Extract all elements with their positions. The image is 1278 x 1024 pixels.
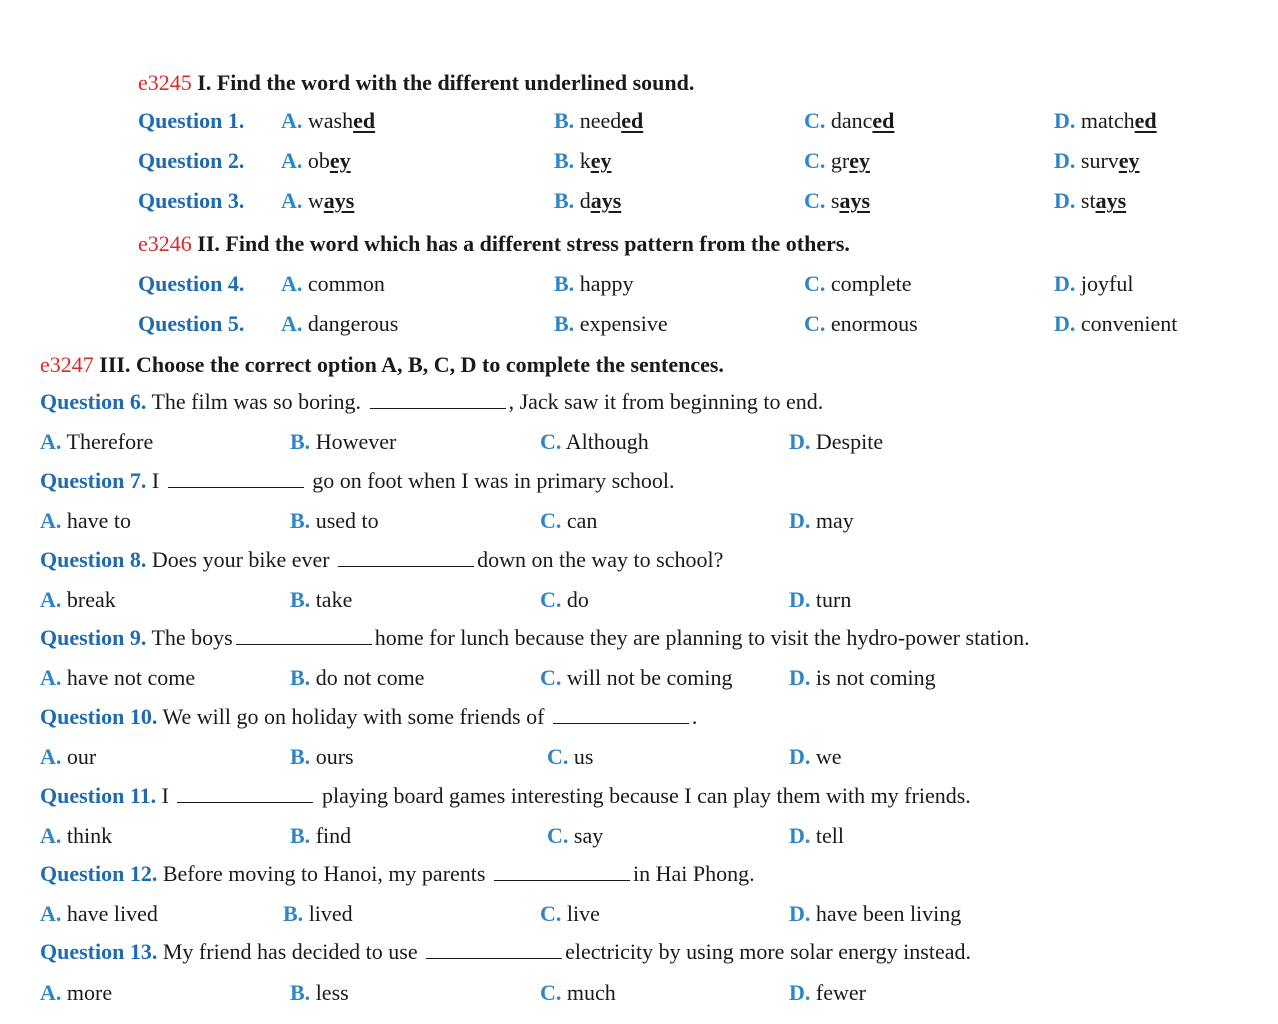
section-3-header — [40, 352, 724, 378]
q2-option-c[interactable]: C. grey — [804, 148, 870, 173]
question-7-label: Question 7. — [40, 468, 147, 493]
question-7-stem-end: go on foot when I was in primary school. — [312, 468, 675, 493]
section-3-code: e3247 — [40, 352, 94, 377]
question-11-stem-start: I — [161, 783, 169, 808]
question-1 — [138, 108, 244, 134]
section-3-title: III. Choose the correct option A, B, C, D to complete the sentences. — [99, 352, 724, 377]
question-12-stem-end: in Hai Phong. — [632, 861, 755, 886]
question-5-label: Question 5. — [138, 311, 245, 336]
question-12 — [40, 861, 755, 887]
question-9-stem-end: home for lunch because they are planning to visit the hydro-power station. — [374, 625, 1030, 650]
q10-option-a[interactable]: A. our — [40, 744, 97, 769]
q3-option-d[interactable]: D. stays — [1054, 188, 1127, 213]
q9-option-c[interactable]: C. will not be coming — [540, 665, 733, 690]
question-8 — [40, 547, 723, 573]
q7-option-b[interactable]: B. used to — [290, 508, 379, 533]
question-11 — [40, 783, 971, 809]
section-2-title: II. Find the word which has a different stress pattern from the others. — [197, 231, 850, 256]
question-9-blank[interactable] — [236, 626, 372, 645]
question-6 — [40, 389, 823, 415]
question-13-blank[interactable] — [426, 940, 562, 959]
q2-option-d[interactable]: D. survey — [1054, 148, 1140, 173]
question-8-stem-start: Does your bike ever — [151, 547, 330, 572]
question-10-stem-start: We will go on holiday with some friends of — [162, 704, 545, 729]
q7-option-c[interactable]: C. can — [540, 508, 598, 533]
question-9 — [40, 625, 1030, 651]
question-6-stem-start: The film was so boring. — [151, 389, 362, 414]
question-7-stem-start: I — [151, 468, 160, 493]
q6-option-b[interactable]: B. However — [290, 429, 397, 454]
question-4 — [138, 271, 244, 297]
q11-option-a[interactable]: A. think — [40, 823, 113, 848]
question-13-label: Question 13. — [40, 939, 158, 964]
question-8-label: Question 8. — [40, 547, 147, 572]
q5-option-d[interactable]: D. convenient — [1054, 311, 1178, 336]
question-10 — [40, 704, 697, 730]
question-13-stem-end: electricity by using more solar energy instead. — [565, 939, 971, 964]
question-6-blank[interactable] — [370, 390, 506, 409]
question-12-label: Question 12. — [40, 861, 158, 886]
q1-option-d[interactable]: D. matched — [1054, 108, 1157, 133]
q6-option-a[interactable]: A. Therefore — [40, 429, 154, 454]
question-12-blank[interactable] — [494, 862, 630, 881]
q13-option-c[interactable]: C. much — [540, 980, 616, 1005]
section-1-code: e3245 — [138, 70, 192, 95]
question-8-stem-end: down on the way to school? — [477, 547, 724, 572]
q1-option-a[interactable]: A. washed — [281, 108, 376, 133]
question-3 — [138, 188, 244, 214]
q13-option-a[interactable]: A. more — [40, 980, 113, 1005]
q4-option-b[interactable]: B. happy — [554, 271, 634, 296]
q7-option-a[interactable]: A. have to — [40, 508, 132, 533]
q3-option-a[interactable]: A. ways — [281, 188, 355, 213]
q13-option-b[interactable]: B. less — [290, 980, 349, 1005]
question-4-label: Question 4. — [138, 271, 245, 296]
q5-option-a[interactable]: A. dangerous — [281, 311, 399, 336]
q4-option-c[interactable]: C. complete — [804, 271, 912, 296]
question-11-stem-end: playing board games interesting because I can play them with my friends. — [321, 783, 971, 808]
question-1-label: Question 1. — [138, 108, 245, 133]
q5-option-b[interactable]: B. expensive — [554, 311, 668, 336]
q5-option-c[interactable]: C. enormous — [804, 311, 918, 336]
q6-option-c[interactable]: C. Although — [540, 429, 649, 454]
q8-option-a[interactable]: A. break — [40, 587, 116, 612]
q12-option-a[interactable]: A. have lived — [40, 901, 158, 926]
q1-option-b[interactable]: B. needed — [554, 108, 644, 133]
q3-option-c[interactable]: C. says — [804, 188, 871, 213]
q11-option-b[interactable]: B. find — [290, 823, 352, 848]
question-5 — [138, 311, 244, 337]
question-10-label: Question 10. — [40, 704, 158, 729]
q9-option-d[interactable]: D. is not coming — [789, 665, 936, 690]
q12-option-c[interactable]: C. live — [540, 901, 600, 926]
q12-option-d[interactable]: D. have been living — [789, 901, 962, 926]
q8-option-c[interactable]: C. do — [540, 587, 589, 612]
question-6-stem-end: , Jack saw it from beginning to end. — [508, 389, 824, 414]
q10-option-c[interactable]: C. us — [547, 744, 594, 769]
question-2-label: Question 2. — [138, 148, 245, 173]
question-10-blank[interactable] — [553, 705, 689, 724]
question-13 — [40, 939, 971, 965]
q8-option-d[interactable]: D. turn — [789, 587, 852, 612]
question-3-label: Question 3. — [138, 188, 245, 213]
q11-option-d[interactable]: D. tell — [789, 823, 844, 848]
q12-option-b[interactable]: B. lived — [283, 901, 353, 926]
q2-option-a[interactable]: A. obey — [281, 148, 351, 173]
q9-option-b[interactable]: B. do not come — [290, 665, 425, 690]
q8-option-b[interactable]: B. take — [290, 587, 353, 612]
question-8-blank[interactable] — [338, 548, 474, 567]
q13-option-d[interactable]: D. fewer — [789, 980, 866, 1005]
q4-option-a[interactable]: A. common — [281, 271, 385, 296]
question-7-blank[interactable] — [168, 469, 304, 488]
question-13-stem-start: My friend has decided to use — [162, 939, 418, 964]
q6-option-d[interactable]: D. Despite — [789, 429, 884, 454]
q9-option-a[interactable]: A. have not come — [40, 665, 196, 690]
question-10-stem-end: . — [691, 704, 698, 729]
q10-option-b[interactable]: B. ours — [290, 744, 354, 769]
q4-option-d[interactable]: D. joyful — [1054, 271, 1134, 296]
q3-option-b[interactable]: B. days — [554, 188, 622, 213]
q11-option-c[interactable]: C. say — [547, 823, 604, 848]
section-1-header — [138, 70, 694, 96]
section-1-title: I. Find the word with the different underlined sound. — [197, 70, 695, 95]
q1-option-c[interactable]: C. danced — [804, 108, 895, 133]
question-6-label: Question 6. — [40, 389, 147, 414]
question-11-blank[interactable] — [177, 784, 313, 803]
q7-option-d[interactable]: D. may — [789, 508, 854, 533]
question-2 — [138, 148, 244, 174]
section-2-header — [138, 231, 850, 257]
q2-option-b[interactable]: B. key — [554, 148, 612, 173]
section-2-code: e3246 — [138, 231, 192, 256]
question-12-stem-start: Before moving to Hanoi, my parents — [162, 861, 486, 886]
q10-option-d[interactable]: D. we — [789, 744, 842, 769]
question-9-stem-start: The boys — [151, 625, 233, 650]
question-7 — [40, 468, 675, 494]
question-9-label: Question 9. — [40, 625, 147, 650]
question-11-label: Question 11. — [40, 783, 157, 808]
